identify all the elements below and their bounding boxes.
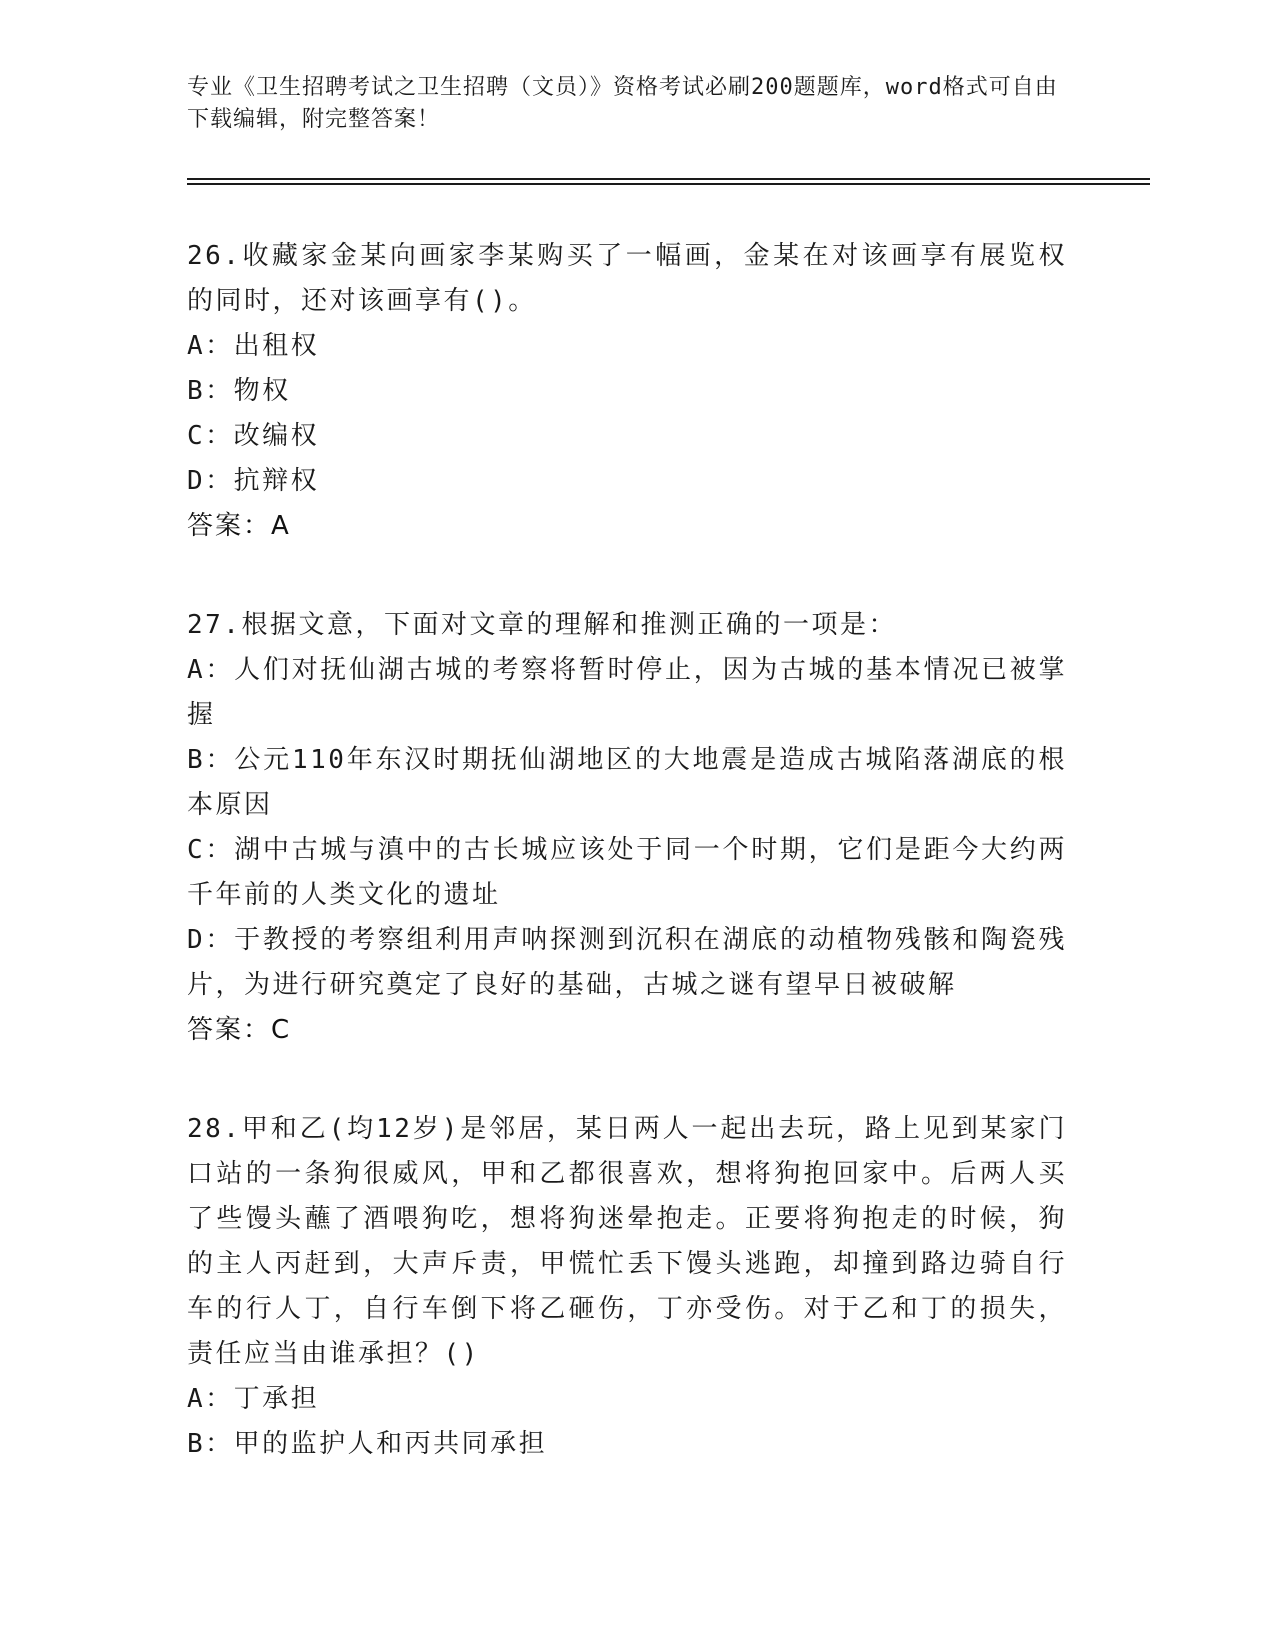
option-d: D：于教授的考察组利用声呐探测到沉积在湖底的动植物残骸和陶瓷残片，为进行研究奠定了良好的基础，古城之谜有望早日被破解	[187, 925, 1067, 1000]
question-28	[187, 1107, 1067, 1467]
question-27	[187, 603, 1067, 1053]
document-header: 专业《卫生招聘考试之卫生招聘（文员）》资格考试必刷200题题库，word格式可自由下载编辑，附完整答案！	[187, 75, 1058, 132]
questions-list	[187, 234, 1067, 1521]
question-stem: 27.根据文意，下面对文章的理解和推测正确的一项是：	[187, 610, 897, 640]
question-stem: 26.收藏家金某向画家李某购买了一幅画，金某在对该画享有展览权的同时，还对该画享有()。	[187, 241, 1067, 316]
answer-line: 答案：A	[187, 511, 291, 541]
header-divider-bottom	[187, 183, 1150, 185]
option-b: B：甲的监护人和丙共同承担	[187, 1429, 548, 1459]
answer-line: 答案：C	[187, 1015, 292, 1045]
option-a: A：出租权	[187, 331, 320, 361]
question-stem: 28.甲和乙(均12岁)是邻居，某日两人一起出去玩，路上见到某家门口站的一条狗很威风，甲和乙都很喜欢，想将狗抱回家中。后两人买了些馒头蘸了酒喂狗吃，想将狗迷晕抱走。正要将狗抱走的时候，狗的主人丙赶到，大声斥责，甲慌忙丢下馒头逃跑，却撞到路边骑自行车的行人丁，自行车倒下将乙砸伤，丁亦受伤。对于乙和丁的损失，责任应当由谁承担？()	[187, 1114, 1067, 1369]
option-b: B：公元110年东汉时期抚仙湖地区的大地震是造成古城陷落湖底的根本原因	[187, 745, 1067, 820]
option-a: A：丁承担	[187, 1384, 320, 1414]
option-d: D：抗辩权	[187, 466, 320, 496]
option-a: A：人们对抚仙湖古城的考察将暂时停止，因为古城的基本情况已被掌握	[187, 655, 1067, 730]
option-c: C：改编权	[187, 421, 320, 451]
question-26	[187, 234, 1067, 549]
option-c: C：湖中古城与滇中的古长城应该处于同一个时期，它们是距今大约两千年前的人类文化的遗址	[187, 835, 1067, 910]
option-b: B：物权	[187, 376, 291, 406]
header-divider-top	[187, 178, 1150, 180]
